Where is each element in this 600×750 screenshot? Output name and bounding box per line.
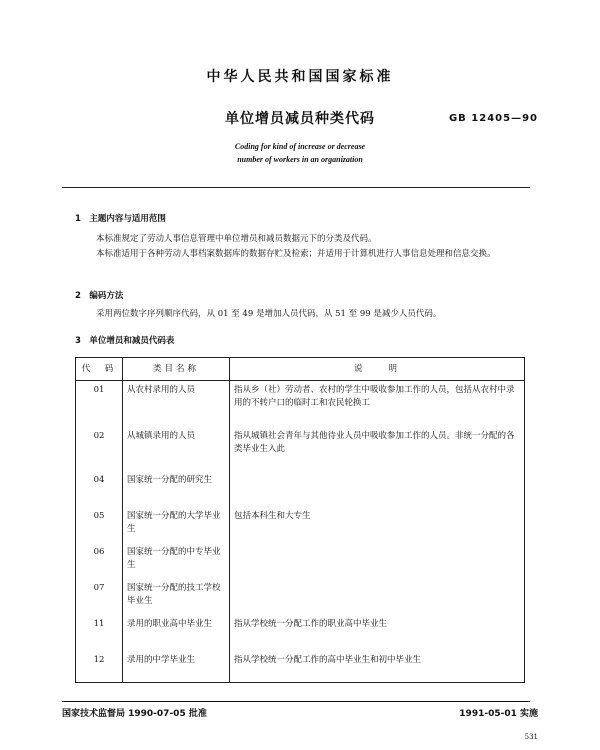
national-standard-header: 中华人民共和国国家标准: [206, 69, 394, 85]
coding-method-paragraph: 采用两位数字序列顺序代码，从 01 至 49 是增加人员代码，从 51 至 99 是减少人员代码。: [96, 309, 442, 319]
row-description: 包括本科生和大专生: [230, 507, 525, 543]
row-code: 04: [76, 471, 123, 507]
scope-paragraph-2: 本标准适用于各种劳动人事档案数据库的数据存贮及检索；并适用于计算机进行人事信息处理和信息交换。: [96, 249, 496, 259]
table-row: [76, 427, 525, 471]
row-code: 07: [76, 579, 123, 615]
english-title-line-1: Coding for kind of increase or decrease: [234, 142, 366, 151]
column-header-code: 代 码: [76, 358, 123, 381]
column-header-description: 说 明: [230, 358, 525, 381]
scope-paragraph-1: 本标准规定了劳动人事信息管理中单位增员和减员数据元下的分类及代码。: [96, 234, 377, 244]
column-header-name: 类目名称: [123, 358, 230, 381]
row-description: 指从乡（社）劳动者、农村的学生中吸收参加工作的人员，包括从农村中录用的不转户口的临时工和农民轮换工: [230, 381, 525, 427]
section-heading-code-table: 3 单位增员和减员代码表: [75, 336, 175, 346]
row-code: 11: [76, 615, 123, 651]
document-title: 单位增员减员种类代码: [225, 111, 375, 127]
table-row: [76, 471, 525, 507]
row-description: 指从学校统一分配工作的职业高中毕业生: [230, 615, 525, 651]
section-heading-scope: 1 主题内容与适用范围: [75, 214, 166, 224]
row-code: 12: [76, 651, 123, 683]
row-name: 录用的职业高中毕业生: [123, 615, 230, 651]
table-row: [76, 381, 525, 427]
footer-divider: [62, 701, 530, 702]
page-number: 531: [524, 733, 538, 741]
table-row: [76, 615, 525, 651]
row-name: 国家统一分配的大学毕业生: [123, 507, 230, 543]
table-row: [76, 579, 525, 615]
row-name: 国家统一分配的中专毕业生: [123, 543, 230, 579]
row-code: 01: [76, 381, 123, 427]
table-row: [76, 507, 525, 543]
table-header-row: [76, 358, 525, 381]
english-title-line-2: number of workers in an organization: [237, 155, 363, 164]
row-description: 指从城镇社会青年与其他待业人员中吸收参加工作的人员。非统一分配的各类毕业生入此: [230, 427, 525, 471]
row-description: [230, 579, 525, 615]
approval-note: 国家技术监督局 1990-07-05 批准: [62, 709, 207, 719]
row-code: 05: [76, 507, 123, 543]
row-code: 06: [76, 543, 123, 579]
header-divider: [62, 187, 530, 188]
standard-code: GB 12405—90: [448, 113, 538, 124]
row-name: 国家统一分配的技工学校毕业生: [123, 579, 230, 615]
code-table: [75, 357, 525, 683]
row-name: 录用的中学毕业生: [123, 651, 230, 683]
row-description: [230, 543, 525, 579]
row-name: 国家统一分配的研究生: [123, 471, 230, 507]
table-row: [76, 543, 525, 579]
row-name: 从农村录用的人员: [123, 381, 230, 427]
row-name: 从城镇录用的人员: [123, 427, 230, 471]
row-code: 02: [76, 427, 123, 471]
row-description: 指从学校统一分配工作的高中毕业生和初中毕业生: [230, 651, 525, 683]
row-description: [230, 471, 525, 507]
effective-date-note: 1991-05-01 实施: [459, 709, 538, 719]
section-heading-coding-method: 2 编码方法: [75, 291, 124, 301]
table-row: [76, 651, 525, 683]
